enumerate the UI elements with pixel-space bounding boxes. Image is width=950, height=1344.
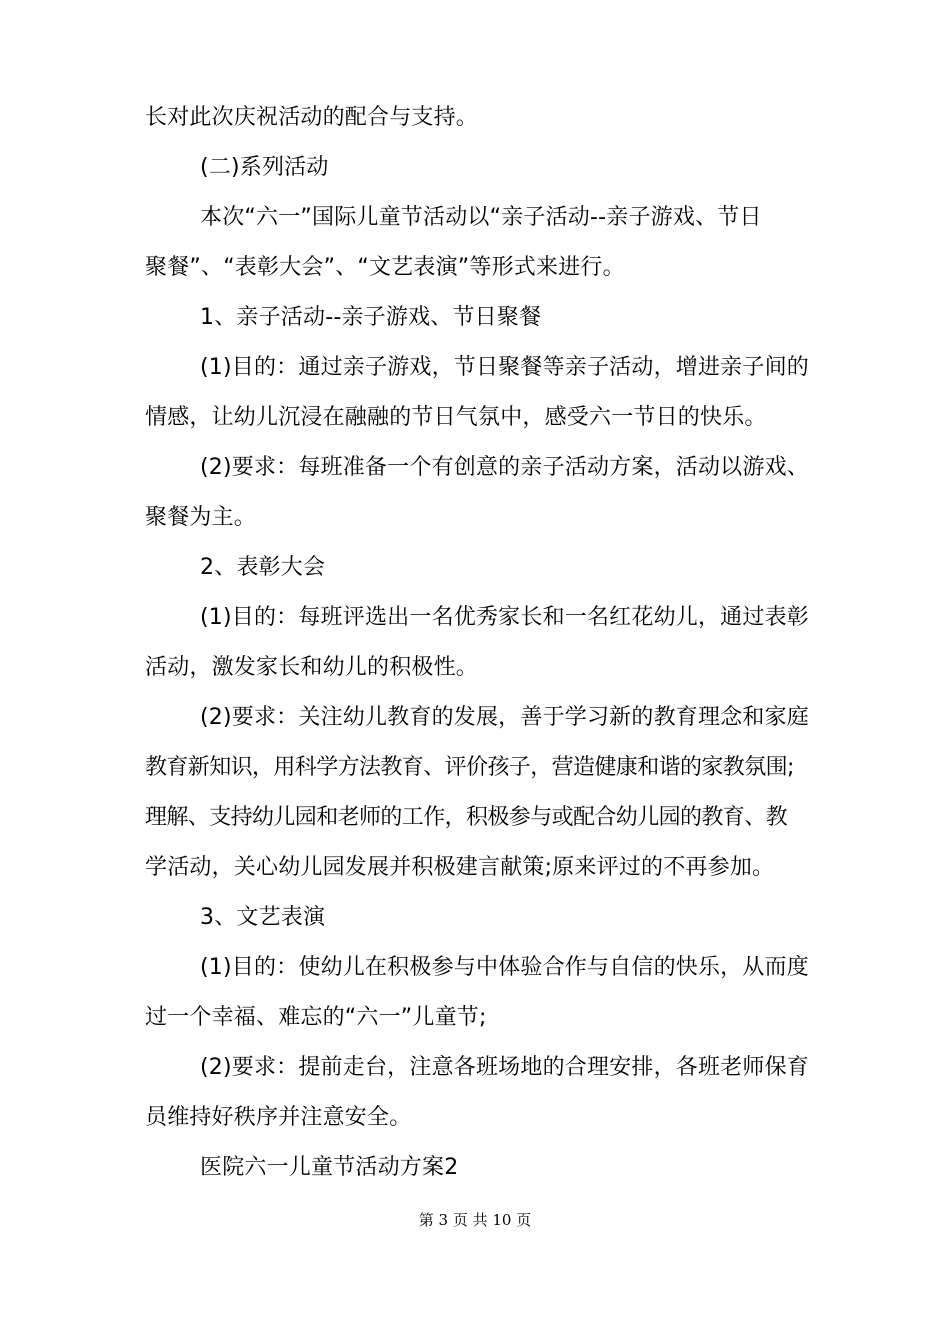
section-heading: (二)系列活动	[200, 155, 329, 180]
paragraph-line: (1)目的：通过亲子游戏，节日聚餐等亲子活动，增进亲子间的	[200, 355, 809, 380]
paragraph-line: 员维持好秩序并注意安全。	[145, 1105, 412, 1130]
paragraph-line: (2)要求：关注幼儿教育的发展，善于学习新的教育理念和家庭	[200, 705, 809, 730]
paragraph-line: 长对此次庆祝活动的配合与支持。	[145, 105, 479, 130]
document-title-line: 医院六一儿童节活动方案2	[200, 1155, 459, 1180]
paragraph-line: 情感，让幼儿沉浸在融融的节日气氛中，感受六一节日的快乐。	[145, 405, 767, 430]
paragraph-line: 聚餐”、“表彰大会”、“文艺表演”等形式来进行。	[145, 255, 625, 280]
paragraph-line: (2)要求：每班准备一个有创意的亲子活动方案，活动以游戏、	[200, 455, 809, 480]
paragraph-line: 教育新知识，用科学方法教育、评价孩子，营造健康和谐的家教氛围;	[145, 755, 794, 780]
paragraph-line: 本次“六一”国际儿童节活动以“亲子活动--亲子游戏、节日	[200, 205, 762, 230]
paragraph-line: (1)目的：每班评选出一名优秀家长和一名红花幼儿，通过表彰	[200, 605, 809, 630]
paragraph-line: 学活动，关心幼儿园发展并积极建言献策;原来评过的不再参加。	[145, 855, 775, 880]
page-number-footer: 第 3 页 共 10 页	[418, 1211, 532, 1229]
paragraph-line: (2)要求：提前走台，注意各班场地的合理安排，各班老师保育	[200, 1055, 809, 1080]
paragraph-line: 理解、支持幼儿园和老师的工作，积极参与或配合幼儿园的教育、教	[145, 805, 788, 830]
paragraph-line: 聚餐为主。	[145, 505, 257, 530]
paragraph-line: 活动，激发家长和幼儿的积极性。	[145, 655, 479, 680]
subsection-heading: 3、文艺表演	[200, 905, 326, 930]
subsection-heading: 2、表彰大会	[200, 555, 326, 580]
paragraph-line: 过一个幸福、难忘的“六一”儿童节;	[145, 1005, 487, 1030]
paragraph-line: (1)目的：使幼儿在积极参与中体验合作与自信的快乐，从而度	[200, 955, 809, 980]
subsection-heading: 1、亲子活动--亲子游戏、节日聚餐	[200, 305, 542, 330]
